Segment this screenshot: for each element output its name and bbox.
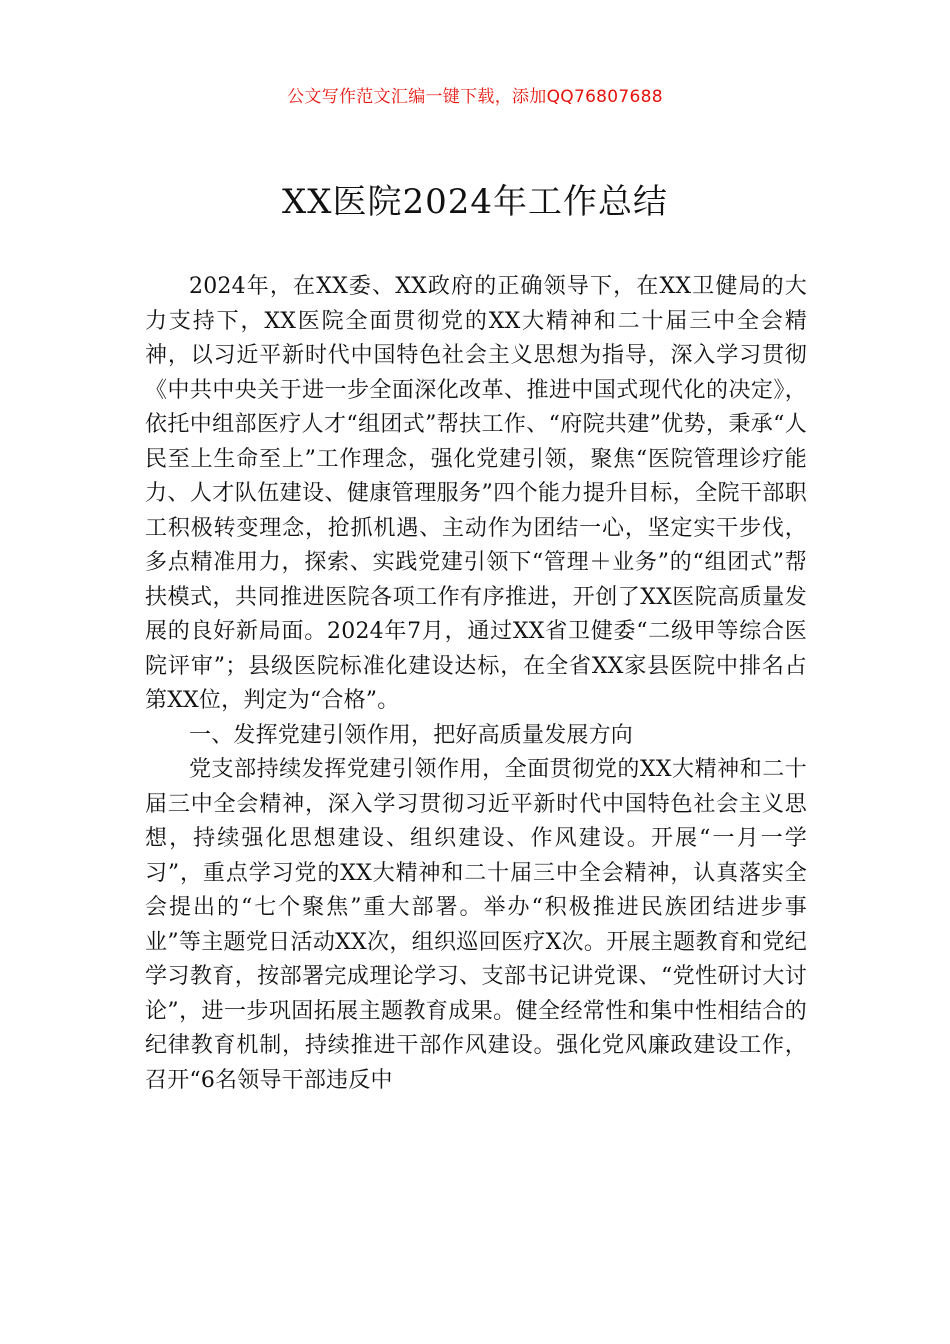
download-banner: 公文写作范文汇编一键下载，添加QQ76807688 xyxy=(287,87,663,107)
section-heading-party-building: 一、发挥党建引领作用，把好高质量发展方向 xyxy=(189,722,634,748)
party-building-paragraph: 党支部持续发挥党建引领作用，全面贯彻党的XX大精神和二十届三中全会精神，深入学习贯彻习近平新时代中国特色社会主义思想，持续强化思想建设、组织建设、作风建设。开展“一月一学习”，重点学习党的XX大精神和二十届三中全会精神，认真落实全会提出的“七个聚焦”重大部署。举办“积极推进民族团结进步事业”等主题党日活动XX次，组织巡回医疗X次。开展主题教育和党纪学习教育，按部署完成理论学习、支部书记讲党课、“党性研讨大讨论”，进一步巩固拓展主题教育成果。健全经常性和集中性相结合的纪律教育机制，持续推进干部作风建设。强化党风廉政建设工作，召开“6名领导干部违反中 xyxy=(145,757,807,1093)
document-body xyxy=(145,270,807,1098)
intro-paragraph: 2024年，在XX委、XX政府的正确领导下，在XX卫健局的大力支持下，XX医院全面贯彻党的XX大精神和二十届三中全会精神，以习近平新时代中国特色社会主义思想为指导，深入学习贯彻《中共中央关于进一步全面深化改革、推进中国式现代化的决定》，依托中组部医疗人才“组团式”帮扶工作、“府院共建”优势，秉承“人民至上生命至上”工作理念，强化党建引领，聚焦“医院管理诊疗能力、人才队伍建设、健康管理服务”四个能力提升目标，全院干部职工积极转变理念，抢抓机遇、主动作为团结一心，坚定实干步伐，多点精准用力，探索、实践党建引领下“管理＋业务”的“组团式”帮扶模式，共同推进医院各项工作有序推进，开创了XX医院高质量发展的良好新局面。2024年7月，通过XX省卫健委“二级甲等综合医院评审”；县级医院标准化建设达标，在全省XX家县医院中排名占第XX位，判定为“合格”。 xyxy=(145,274,807,713)
document-title: XX医院2024年工作总结 xyxy=(282,182,668,222)
